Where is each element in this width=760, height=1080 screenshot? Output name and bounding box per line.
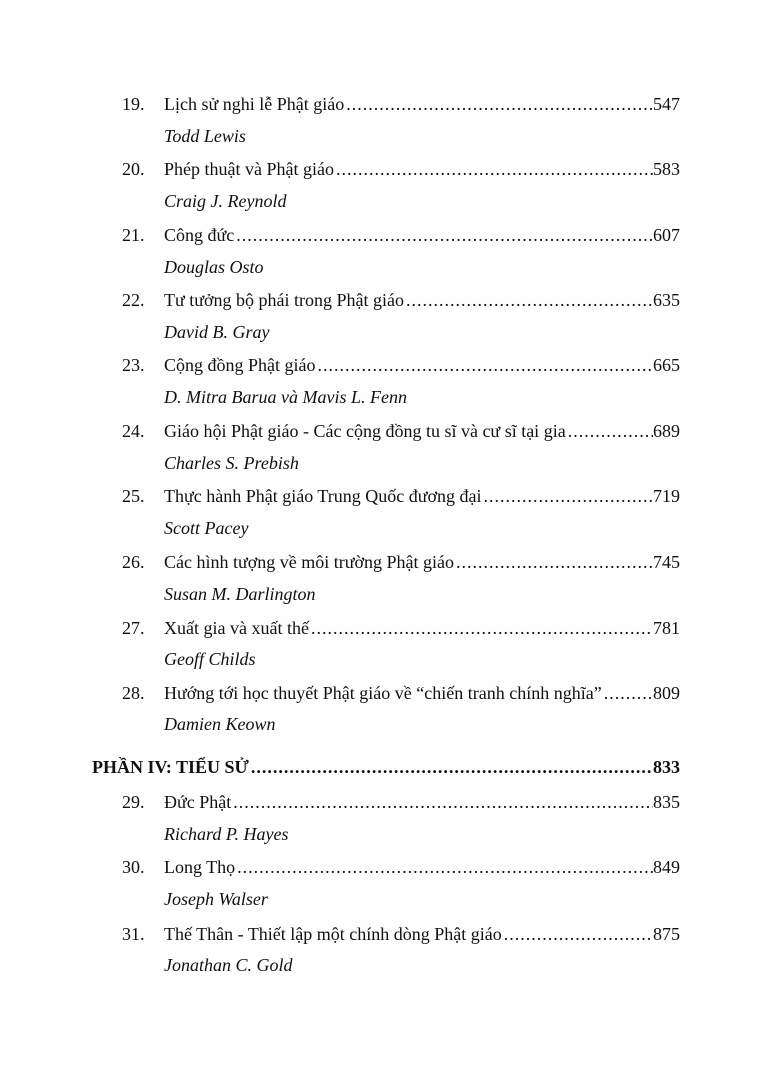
entry-title: Các hình tượng về môi trường Phật giáo <box>164 552 455 572</box>
entry-title: Công đức <box>164 225 235 245</box>
entry-author: Joseph Walser <box>164 889 268 909</box>
toc-author-row <box>0 820 760 848</box>
entry-number: 31. <box>122 924 145 944</box>
toc-entry <box>0 679 760 707</box>
toc-entry <box>0 920 760 948</box>
dot-leader <box>502 920 653 948</box>
entry-author: Craig J. Reynold <box>164 191 287 211</box>
entry-page-number: 809 <box>653 683 680 703</box>
part-title-line <box>92 753 680 781</box>
toc-entry <box>0 221 760 249</box>
entry-number: 28. <box>122 683 145 703</box>
dot-leader <box>454 548 653 576</box>
dot-leader <box>249 753 653 781</box>
entry-number: 25. <box>122 486 145 506</box>
toc-entry <box>0 482 760 510</box>
entry-title-line <box>164 920 680 948</box>
entry-author: Jonathan C. Gold <box>164 955 293 975</box>
dot-leader <box>404 286 653 314</box>
dot-leader <box>566 417 653 445</box>
entry-title: Cộng đồng Phật giáo <box>164 355 316 375</box>
entry-page-number: 781 <box>653 618 680 638</box>
entry-page-number: 547 <box>653 94 680 114</box>
toc-author-row <box>0 122 760 150</box>
toc-author-row <box>0 645 760 673</box>
entry-author: Scott Pacey <box>164 518 249 538</box>
entry-page-number: 665 <box>653 355 680 375</box>
entry-title: Lịch sử nghi lễ Phật giáo <box>164 94 345 114</box>
entry-title: Giáo hội Phật giáo - Các cộng đồng tu sĩ và cư sĩ tại gia <box>164 421 566 441</box>
entry-page-number: 583 <box>653 159 680 179</box>
entry-title-line <box>164 482 680 510</box>
entry-number: 24. <box>122 421 145 441</box>
entry-title-line <box>164 548 680 576</box>
toc-author-row <box>0 187 760 215</box>
toc-author-row <box>0 951 760 979</box>
dot-leader <box>334 155 653 183</box>
toc-entry <box>0 351 760 379</box>
toc-author-row <box>0 449 760 477</box>
entry-title-line <box>164 679 680 707</box>
dot-leader <box>234 221 653 249</box>
entry-number: 30. <box>122 857 145 877</box>
entry-title-line <box>164 221 680 249</box>
toc-author-row <box>0 514 760 542</box>
entry-title-line <box>164 90 680 118</box>
entry-author: Douglas Osto <box>164 257 264 277</box>
toc-entry <box>0 788 760 816</box>
entry-number: 27. <box>122 618 145 638</box>
dot-leader <box>602 679 653 707</box>
toc-author-row <box>0 885 760 913</box>
entry-title: Xuất gia và xuất thế <box>164 618 309 638</box>
entry-title: Hướng tới học thuyết Phật giáo về “chiến tranh chính nghĩa” <box>164 683 602 703</box>
entry-title: Đức Phật <box>164 792 232 812</box>
entry-page-number: 849 <box>653 857 680 877</box>
toc-entry <box>0 155 760 183</box>
entry-author: Susan M. Darlington <box>164 584 316 604</box>
entry-title: Thực hành Phật giáo Trung Quốc đương đại <box>164 486 482 506</box>
entry-author: Richard P. Hayes <box>164 824 289 844</box>
entry-title: Long Thọ <box>164 857 236 877</box>
dot-leader <box>235 853 653 881</box>
entry-title: Tư tưởng bộ phái trong Phật giáo <box>164 290 405 310</box>
entry-author: Charles S. Prebish <box>164 453 299 473</box>
dot-leader <box>482 482 653 510</box>
dot-leader <box>316 351 654 379</box>
entry-number: 22. <box>122 290 145 310</box>
entry-page-number: 875 <box>653 924 680 944</box>
entry-page-number: 745 <box>653 552 680 572</box>
entry-title-line <box>164 417 680 445</box>
entry-page-number: 635 <box>653 290 680 310</box>
dot-leader <box>344 90 653 118</box>
entry-page-number: 719 <box>653 486 680 506</box>
toc-entry <box>0 90 760 118</box>
dot-leader <box>309 614 653 642</box>
toc-part-heading <box>0 753 760 781</box>
entry-title-line <box>164 351 680 379</box>
dot-leader <box>231 788 653 816</box>
entry-author: Geoff Childs <box>164 649 256 669</box>
entry-title-line <box>164 286 680 314</box>
part-title: PHẦN IV: TIỂU SỬ <box>92 757 249 777</box>
toc-entry <box>0 853 760 881</box>
entry-title-line <box>164 614 680 642</box>
entry-number: 26. <box>122 552 145 572</box>
entry-author: Todd Lewis <box>164 126 246 146</box>
toc-entry <box>0 614 760 642</box>
entry-page-number: 689 <box>653 421 680 441</box>
toc-author-row <box>0 318 760 346</box>
entry-title: Thế Thân - Thiết lập một chính dòng Phật giáo <box>164 924 502 944</box>
toc-author-row <box>0 710 760 738</box>
entry-title-line <box>164 853 680 881</box>
entry-author: David B. Gray <box>164 322 270 342</box>
entry-title: Phép thuật và Phật giáo <box>164 159 334 179</box>
toc-entry <box>0 548 760 576</box>
part-page-number: 833 <box>653 757 680 777</box>
entry-page-number: 835 <box>653 792 680 812</box>
toc-author-row <box>0 253 760 281</box>
toc-author-row <box>0 383 760 411</box>
toc-entry <box>0 417 760 445</box>
entry-author: D. Mitra Barua và Mavis L. Fenn <box>164 387 407 407</box>
entry-number: 23. <box>122 355 145 375</box>
toc-author-row <box>0 580 760 608</box>
entry-number: 21. <box>122 225 145 245</box>
entry-title-line <box>164 155 680 183</box>
entry-title-line <box>164 788 680 816</box>
entry-author: Damien Keown <box>164 714 276 734</box>
toc-entry <box>0 286 760 314</box>
entry-number: 19. <box>122 94 145 114</box>
entry-number: 20. <box>122 159 145 179</box>
entry-number: 29. <box>122 792 145 812</box>
entry-page-number: 607 <box>653 225 680 245</box>
